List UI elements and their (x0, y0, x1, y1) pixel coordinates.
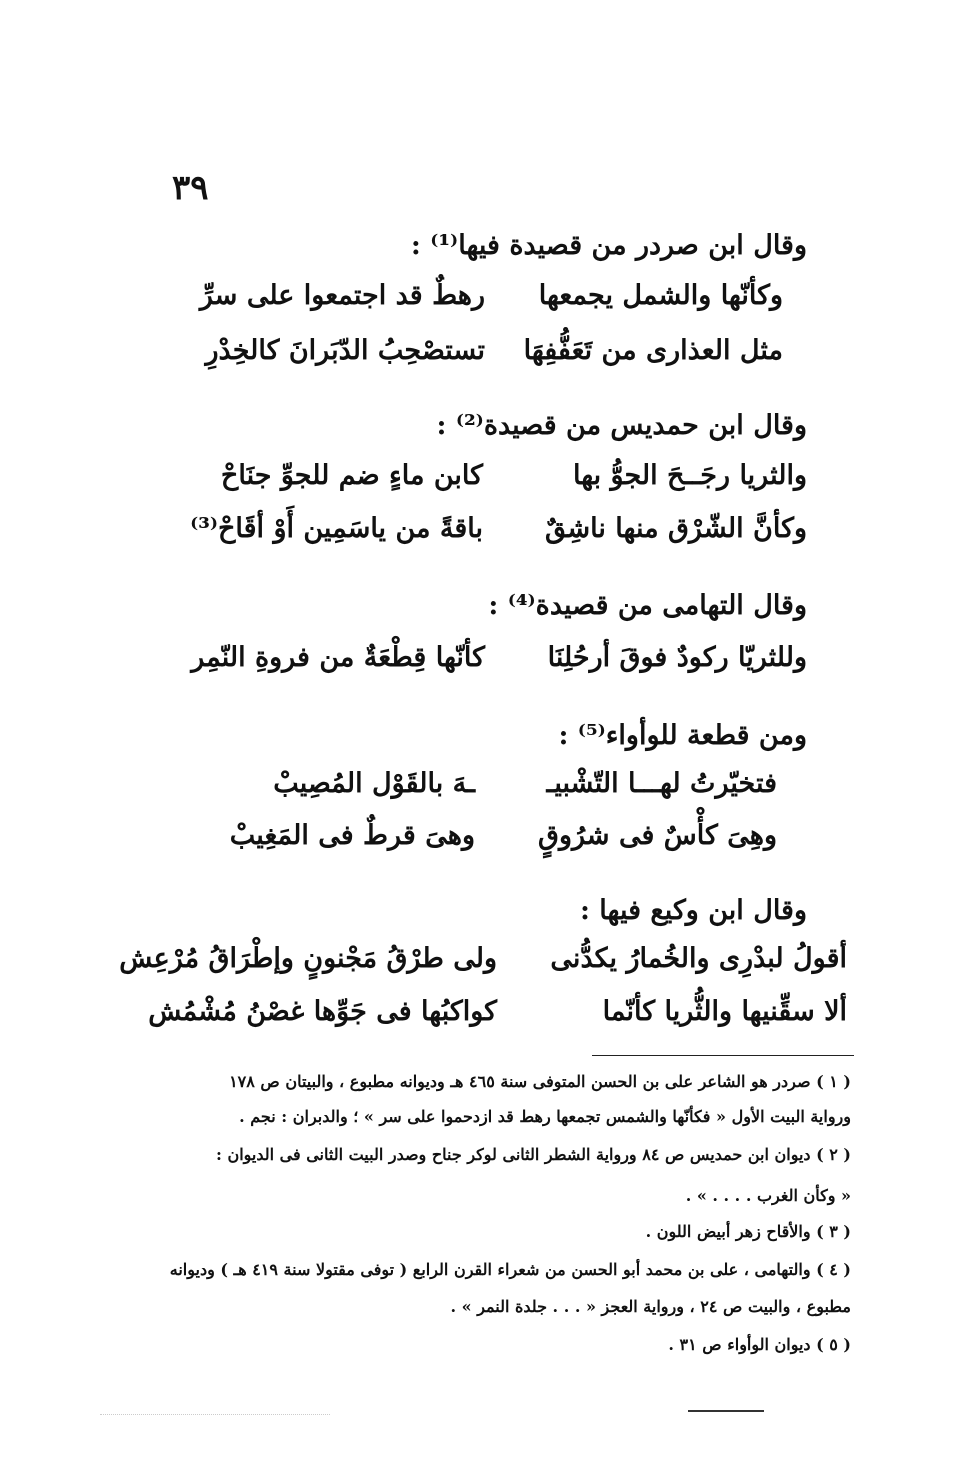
section-intro: وقال ابن صردر من قصيدة فيها⁽¹⁾ : (410, 230, 807, 261)
verse-first-hemistich: وللثريّا ركودٌ فوقَ أرحُلِنَا (547, 642, 807, 673)
verse-second-hemistich: تستصْحِبُ الدّبَرانَ كالخِدْرِ (205, 335, 485, 366)
verse-first-hemistich: فتخيّرتُ لهـــا التّشْبيـ (546, 768, 777, 799)
verse-second-hemistich: ولى طرْقُ مَجْنونٍ وإطْرَاقُ مُرْعِش (119, 943, 497, 974)
verse-line (0, 642, 975, 682)
footnote-line: ( ١ ) صردر هو الشاعر على بن الحسن المتوفى سنة ٤٦٥ هـ وديوانه مطبوع ، والبيتان ص ١٧٨ (229, 1072, 851, 1091)
page-number: ٣٩ (172, 168, 209, 208)
footnote-line: ( ٥ ) ديوان الوأواء ص ٣١ . (668, 1335, 851, 1354)
verse-first-hemistich: أقولُ لبدْرِى والخُمارُ يكدُّنى (550, 943, 847, 974)
section-intro: وقال ابن حمديس من قصيدة⁽²⁾ : (436, 410, 807, 441)
footnote-line: ( ٣ ) والأقاح زهر أبيض اللون . (645, 1222, 851, 1241)
scan-artifact-line (100, 1414, 330, 1415)
verse-first-hemistich: والثريا رجَــحَ الجوُّ بها (572, 460, 807, 491)
verse-line (0, 943, 975, 983)
verse-line (0, 280, 975, 320)
verse-line (0, 513, 975, 553)
verse-first-hemistich: وكأنّها والشمل يجمعها (538, 280, 783, 311)
verse-line (0, 460, 975, 500)
verse-second-hemistich: كأنّها قِطْعَةٌ من فروةِ النّمِر (191, 642, 485, 673)
verse-second-hemistich: باقةً من ياسَمِين أَوْ أقَاحْ⁽³⁾ (190, 513, 483, 544)
footnote-divider (592, 1055, 854, 1056)
verse-second-hemistich: كابن ماءٍ ضم للجوِّ جنَاحْ (220, 460, 483, 491)
verse-second-hemistich: رهطٌ قد اجتمعوا على سرِّ (199, 280, 485, 311)
verse-second-hemistich: كواكبُها فى جَوِّها غصْنُ مُشْمُش (148, 996, 497, 1027)
footnote-line: مطبوع ، والبيت ص ٢٤ ، ورواية العجز « . . . جلدة النمر » . (450, 1297, 851, 1316)
footnote-line: « وكأن الغرب . . . . » . (685, 1186, 851, 1205)
verse-second-hemistich: ـهَ بالقَوْل المُصِيبْ (273, 768, 475, 799)
verse-second-hemistich: وهىَ قرطٌ فى المَغِيبْ (229, 820, 475, 851)
footnote-line: ( ٢ ) ديوان ابن حمديس ص ٨٤ ورواية الشطر الثانى لوكر جناح وصدر البيت الثانى فى الديوان : (215, 1145, 851, 1164)
verse-first-hemistich: وكأنَّ الشّرْق منها ناشِقٌ (545, 513, 807, 544)
section-intro: وقال ابن وكيع فيها : (579, 895, 807, 926)
bottom-ornament-line (688, 1410, 764, 1412)
verse-first-hemistich: وهِىَ كأْسٌ فى شرُوقٍ (538, 820, 777, 851)
section-intro: ومن قطعة للوأواء⁽⁵⁾ : (558, 720, 807, 751)
verse-line (0, 996, 975, 1036)
footnote-line: ورواية البيت الأول « فكأنّها والشمس تجمعها رهط قد ازدحموا على سر » ؛ والدبران : نجم . (239, 1107, 851, 1126)
verse-line (0, 335, 975, 375)
verse-first-hemistich: مثل العذارى من تَعَفُّفِهَا (523, 335, 783, 366)
verse-line (0, 768, 975, 808)
section-intro: وقال التهامى من قصيدة⁽⁴⁾ : (488, 590, 807, 621)
verse-first-hemistich: ألا سقِّنيها والثُّريا كأنّما (602, 996, 847, 1027)
verse-line (0, 820, 975, 860)
footnote-line: ( ٤ ) والتهامى ، على بن محمد أبو الحسن من شعراء القرن الرابع ( توفى مقتولا سنة ٤١٩ هـ ) وديوانه (169, 1260, 851, 1279)
